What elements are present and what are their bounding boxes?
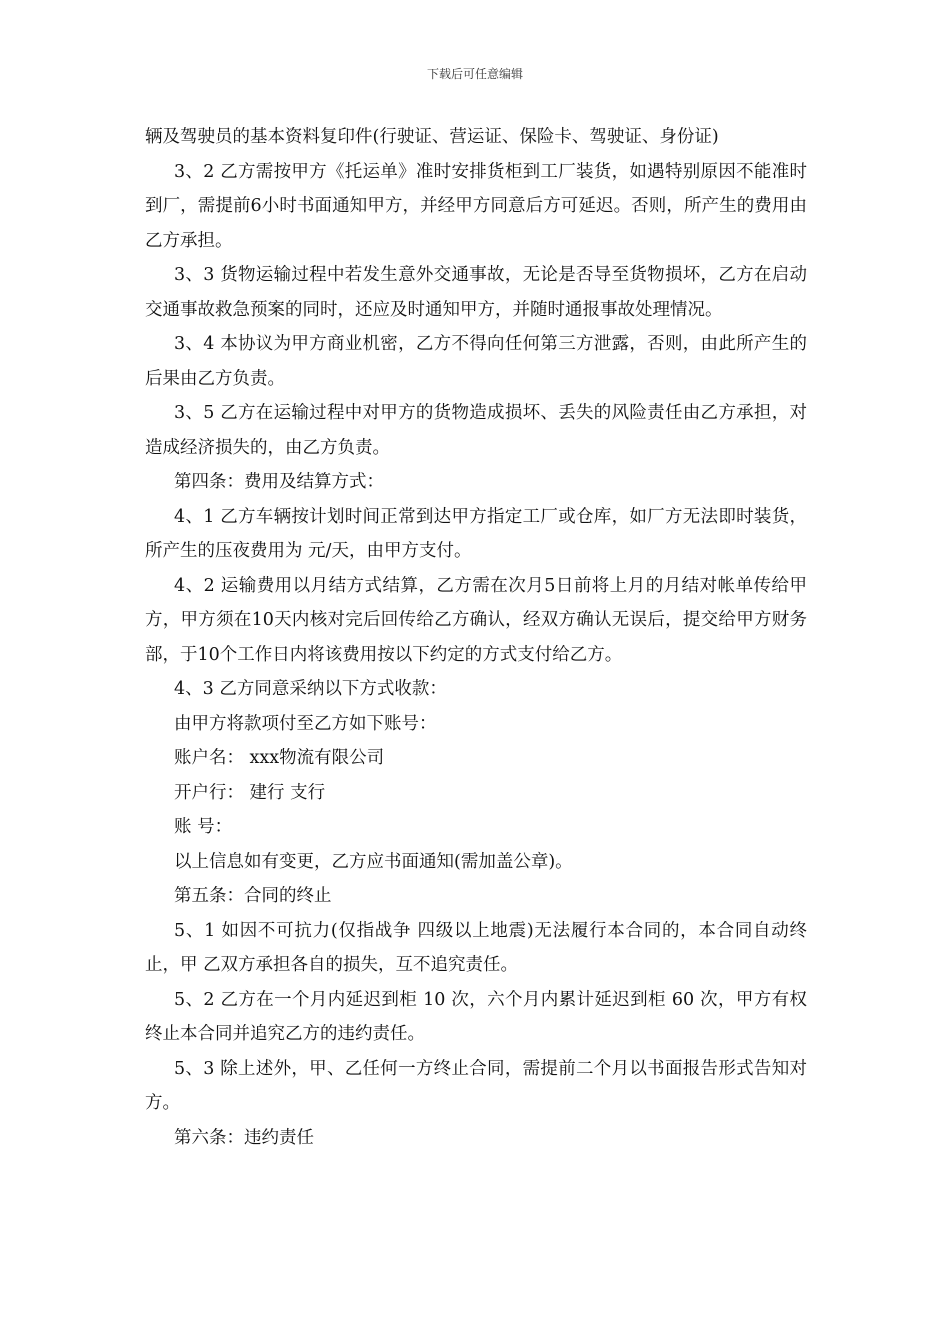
page-header: 下载后可任意编辑 [426, 67, 523, 81]
clause-5-1: 5、1 如因不可抗力(仅指战争 四级以上地震)无法履行本合同的，本合同自动终止，甲 乙双方承担各自的损失，互不追究责任。 [145, 920, 807, 975]
clause-3-4: 3、4 本协议为甲方商业机密，乙方不得向任何第三方泄露，否则，由此所产生的后果由乙方负责。 [145, 334, 807, 389]
clause-4-1: 4、1 乙方车辆按计划时间正常到达甲方指定工厂或仓库，如厂方无法即时装货，所产生的压夜费用为 元/天，由甲方支付。 [145, 506, 807, 561]
bank-name: 开户行： 建行 支行 [174, 782, 326, 803]
article-6-heading: 第六条：违约责任 [174, 1127, 314, 1148]
payment-instruction: 由甲方将款项付至乙方如下账号： [174, 713, 437, 734]
clause-4-2: 4、2 运输费用以月结方式结算，乙方需在次月5日前将上月的月结对帐单传给甲方，甲方须在10天内核对完后回传给乙方确认，经双方确认无误后，提交给甲方财务部，于10个工作日内将该费用按以下约定的方式支付给乙方。 [145, 575, 807, 665]
clause-4-3: 4、3 乙方同意采纳以下方式收款： [174, 679, 447, 699]
clause-3-2: 3、2 乙方需按甲方《托运单》准时安排货柜到工厂装货，如遇特别原因不能准时到厂，需提前6小时书面通知甲方，并经甲方同意后方可延迟。否则，所产生的费用由乙方承担。 [145, 161, 807, 251]
clause-5-3: 5、3 除上述外，甲、乙任何一方终止合同，需提前二个月以书面报告形式告知对方。 [145, 1058, 807, 1113]
account-number: 账 号： [174, 817, 233, 837]
clause-3-5: 3、5 乙方在运输过程中对甲方的货物造成损坏、丢失的风险责任由乙方承担，对造成经济损失的，由乙方负责。 [145, 403, 807, 458]
clause-5-2: 5、2 乙方在一个月内延迟到柜 10 次，六个月内累计延迟到柜 60 次，甲方有权终止本合同并追究乙方的违约责任。 [145, 989, 807, 1044]
clause-3-3: 3、3 货物运输过程中若发生意外交通事故，无论是否导至货物损坏，乙方在启动交通事故救急预案的同时，还应及时通知甲方，并随时通报事故处理情况。 [145, 265, 807, 320]
document-body [145, 120, 807, 1155]
paragraph-vehicle-documents: 辆及驾驶员的基本资料复印件(行驶证、营运证、保险卡、驾驶证、身份证) [145, 127, 719, 147]
article-4-heading: 第四条：费用及结算方式： [174, 472, 384, 492]
account-name: 账户名： xxx物流有限公司 [174, 748, 385, 768]
article-5-heading: 第五条：合同的终止 [174, 886, 332, 906]
change-notice: 以上信息如有变更，乙方应书面通知(需加盖公章)。 [174, 851, 573, 872]
